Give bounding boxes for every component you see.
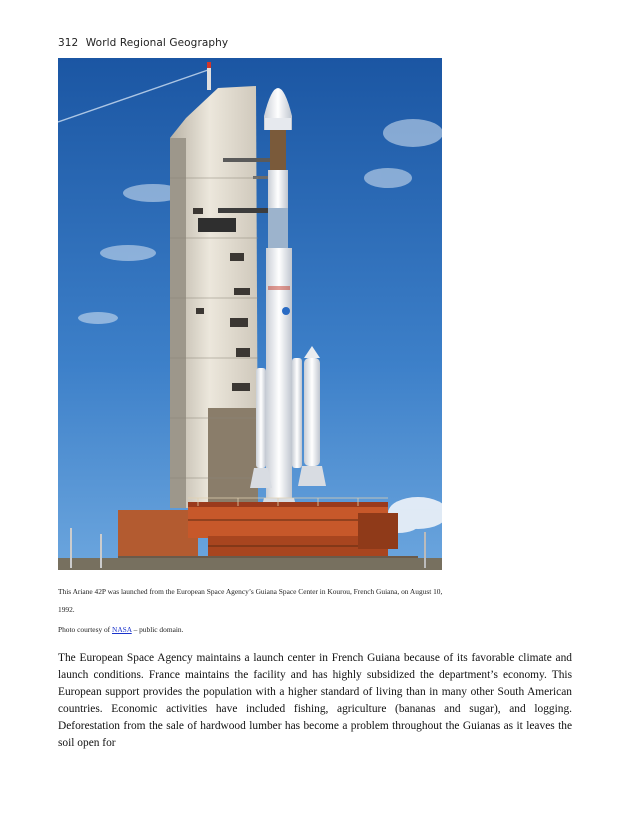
figure-photo: [58, 58, 442, 570]
rocket-launch-photo: [58, 58, 442, 570]
photo-credit: [58, 621, 183, 639]
credit-prefix: Photo courtesy of: [58, 625, 112, 634]
nasa-link[interactable]: NASA: [112, 625, 132, 634]
running-head: [58, 37, 228, 49]
page-number: 312: [58, 37, 79, 49]
figure-caption: This Ariane 42P was launched from the European Space Agency’s Guiana Space Center in Kourou, French Guiana, on August 10, 1992.: [58, 587, 443, 614]
body-paragraph: The European Space Agency maintains a launch center in French Guiana because of its favorable climate and launch conditions. France maintains the facility and has highly subsidized the department’s economy. This European support provides the population with a higher standard of living than in many other South American countries. Economic activities have included fishing, agriculture (bananas and sugar), and logging. Deforestation from the sale of hardwood lumber has become a problem throughout the Guianas as it leaves the soil open for: [58, 652, 572, 749]
book-title: World Regional Geography: [85, 37, 229, 49]
credit-suffix: – public domain.: [131, 625, 184, 634]
